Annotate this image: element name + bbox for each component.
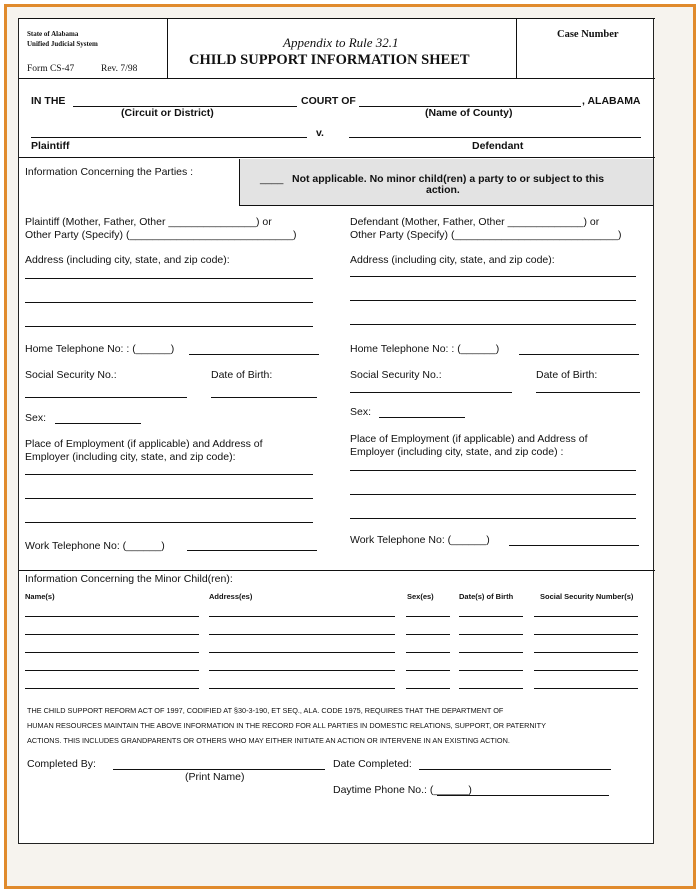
defendant-field[interactable] bbox=[349, 137, 641, 138]
child-dob-field[interactable] bbox=[459, 634, 523, 635]
parties-section-label: Information Concerning the Parties : bbox=[25, 166, 194, 178]
children-section-label: Information Concerning the Minor Child(ren): bbox=[25, 573, 233, 585]
appendix-label: Appendix to Rule 32.1 bbox=[283, 35, 399, 50]
statute-line-3: ACTIONS. THIS INCLUDES GRANDPARENTS OR OTHERS WHO MAY EITHER INITIATE AN ACTION OR INTERVENE IN AN EXISTING ACTION. bbox=[27, 736, 510, 745]
daytime-phone-label: Daytime Phone No.: (______) bbox=[333, 784, 472, 796]
date-completed-field[interactable] bbox=[419, 769, 611, 770]
defendant-dob-field[interactable] bbox=[536, 392, 640, 393]
plaintiff-work-phone-field[interactable] bbox=[187, 550, 317, 551]
statute-line-2: HUMAN RESOURCES MAINTAIN THE ABOVE INFORMATION IN THE RECORD FOR ALL PARTIES IN DOMESTIC RELATIONS, SUPPORT, OR PATERNITY bbox=[27, 721, 546, 730]
plaintiff-sex-label: Sex: bbox=[25, 412, 47, 424]
defendant-ssn-field[interactable] bbox=[350, 392, 512, 393]
court-of-label: COURT OF bbox=[301, 95, 356, 107]
in-the-label: IN THE bbox=[31, 95, 66, 107]
col-dates-of-birth: Date(s) of Birth bbox=[459, 592, 514, 601]
defendant-work-phone-field[interactable] bbox=[509, 545, 639, 546]
col-sexes: Sex(es) bbox=[407, 592, 434, 601]
child-dob-field[interactable] bbox=[459, 616, 523, 617]
case-number-label: Case Number bbox=[557, 29, 619, 40]
defendant-employer-line-1[interactable] bbox=[350, 470, 636, 471]
plaintiff-employer-line-1[interactable] bbox=[25, 474, 313, 475]
form-title: CHILD SUPPORT INFORMATION SHEET bbox=[189, 52, 470, 68]
org-line-2: Unified Judicial System bbox=[27, 40, 98, 48]
completed-by-field[interactable] bbox=[113, 769, 325, 770]
defendant-caption: Defendant bbox=[472, 140, 524, 152]
defendant-other-party-label: Other Party (Specify) (____________________________) bbox=[350, 229, 622, 241]
child-sex-field[interactable] bbox=[406, 652, 450, 653]
defendant-employer-line-2[interactable] bbox=[350, 494, 636, 495]
not-applicable-line2: action. bbox=[426, 184, 460, 196]
child-name-field[interactable] bbox=[25, 670, 199, 671]
header-top-border bbox=[19, 18, 655, 19]
col-names: Name(s) bbox=[25, 592, 55, 601]
header-bottom-border bbox=[19, 78, 655, 79]
child-address-field[interactable] bbox=[209, 652, 395, 653]
alabama-label: , ALABAMA bbox=[582, 95, 641, 107]
plaintiff-other-party-label: Other Party (Specify) (____________________________) bbox=[25, 229, 297, 241]
defendant-employment-label-2: Employer (including city, state, and zip code) : bbox=[350, 446, 564, 458]
plaintiff-caption: Plaintiff bbox=[31, 140, 70, 152]
form-number: Form CS-47 bbox=[27, 64, 75, 74]
defendant-employer-line-3[interactable] bbox=[350, 518, 636, 519]
child-address-field[interactable] bbox=[209, 670, 395, 671]
col-addresses: Address(es) bbox=[209, 592, 253, 601]
form-page bbox=[18, 18, 654, 844]
children-top-border bbox=[19, 570, 655, 571]
defendant-address-line-2[interactable] bbox=[350, 300, 636, 301]
defendant-sex-field[interactable] bbox=[379, 417, 465, 418]
child-ssn-field[interactable] bbox=[534, 616, 638, 617]
child-sex-field[interactable] bbox=[406, 688, 450, 689]
plaintiff-type-label: Plaintiff (Mother, Father, Other _______________) or bbox=[25, 216, 272, 228]
defendant-ssn-label: Social Security No.: bbox=[350, 369, 442, 381]
plaintiff-address-line-2[interactable] bbox=[25, 302, 313, 303]
print-name-caption: (Print Name) bbox=[185, 771, 245, 783]
county-caption: (Name of County) bbox=[425, 107, 513, 119]
not-applicable-checkbox[interactable]: ____ bbox=[260, 173, 284, 185]
plaintiff-dob-label: Date of Birth: bbox=[211, 369, 273, 381]
child-dob-field[interactable] bbox=[459, 670, 523, 671]
child-ssn-field[interactable] bbox=[534, 670, 638, 671]
defendant-address-line-3[interactable] bbox=[350, 324, 636, 325]
child-name-field[interactable] bbox=[25, 616, 199, 617]
plaintiff-employer-line-3[interactable] bbox=[25, 522, 313, 523]
child-ssn-field[interactable] bbox=[534, 688, 638, 689]
plaintiff-employer-line-2[interactable] bbox=[25, 498, 313, 499]
child-ssn-field[interactable] bbox=[534, 634, 638, 635]
date-completed-label: Date Completed: bbox=[333, 758, 412, 770]
child-address-field[interactable] bbox=[209, 688, 395, 689]
defendant-dob-label: Date of Birth: bbox=[536, 369, 598, 381]
child-address-field[interactable] bbox=[209, 616, 395, 617]
org-line-1: State of Alabama bbox=[27, 30, 79, 38]
defendant-home-phone-field[interactable] bbox=[519, 354, 639, 355]
plaintiff-address-label: Address (including city, state, and zip code): bbox=[25, 254, 230, 266]
defendant-employment-label-1: Place of Employment (if applicable) and Address of bbox=[350, 433, 588, 445]
child-sex-field[interactable] bbox=[406, 670, 450, 671]
child-name-field[interactable] bbox=[25, 652, 199, 653]
plaintiff-ssn-label: Social Security No.: bbox=[25, 369, 117, 381]
header-divider-right bbox=[516, 18, 517, 78]
revision-date: Rev. 7/98 bbox=[101, 64, 138, 74]
child-sex-field[interactable] bbox=[406, 634, 450, 635]
not-applicable-box bbox=[239, 159, 653, 206]
defendant-home-phone-label: Home Telephone No: : (______) bbox=[350, 343, 500, 355]
child-ssn-field[interactable] bbox=[534, 652, 638, 653]
plaintiff-ssn-field[interactable] bbox=[25, 397, 187, 398]
defendant-type-label: Defendant (Mother, Father, Other _____________) or bbox=[350, 216, 600, 228]
child-sex-field[interactable] bbox=[406, 616, 450, 617]
header-divider-left bbox=[167, 18, 168, 78]
plaintiff-home-phone-label: Home Telephone No: : (______) bbox=[25, 343, 175, 355]
plaintiff-work-phone-label: Work Telephone No: (______) bbox=[25, 540, 165, 552]
plaintiff-sex-field[interactable] bbox=[55, 423, 141, 424]
plaintiff-field[interactable] bbox=[31, 137, 307, 138]
defendant-sex-label: Sex: bbox=[350, 406, 372, 418]
versus-label: v. bbox=[316, 127, 324, 139]
defendant-address-label: Address (including city, state, and zip code): bbox=[350, 254, 555, 266]
child-dob-field[interactable] bbox=[459, 652, 523, 653]
plaintiff-home-phone-field[interactable] bbox=[189, 354, 319, 355]
child-name-field[interactable] bbox=[25, 634, 199, 635]
circuit-caption: (Circuit or District) bbox=[121, 107, 214, 119]
defendant-work-phone-label: Work Telephone No: (______) bbox=[350, 534, 490, 546]
child-dob-field[interactable] bbox=[459, 688, 523, 689]
plaintiff-employment-label-2: Employer (including city, state, and zip code): bbox=[25, 451, 236, 463]
completed-by-label: Completed By: bbox=[27, 758, 96, 770]
child-name-field[interactable] bbox=[25, 688, 199, 689]
col-ssns: Social Security Number(s) bbox=[540, 592, 634, 601]
plaintiff-address-line-1[interactable] bbox=[25, 278, 313, 279]
plaintiff-dob-field[interactable] bbox=[211, 397, 317, 398]
statute-line-1: THE CHILD SUPPORT REFORM ACT OF 1997, CODIFIED AT §30-3-190, ET SEQ., ALA. CODE 1975, REQUIRES THAT THE DEPARTMENT OF bbox=[27, 706, 504, 715]
child-address-field[interactable] bbox=[209, 634, 395, 635]
defendant-address-line-1[interactable] bbox=[350, 276, 636, 277]
parties-top-border bbox=[19, 157, 655, 158]
plaintiff-employment-label-1: Place of Employment (if applicable) and Address of bbox=[25, 438, 263, 450]
daytime-phone-field[interactable] bbox=[437, 795, 609, 796]
plaintiff-address-line-3[interactable] bbox=[25, 326, 313, 327]
not-applicable-line1: Not applicable. No minor child(ren) a party to or subject to this bbox=[292, 173, 605, 185]
